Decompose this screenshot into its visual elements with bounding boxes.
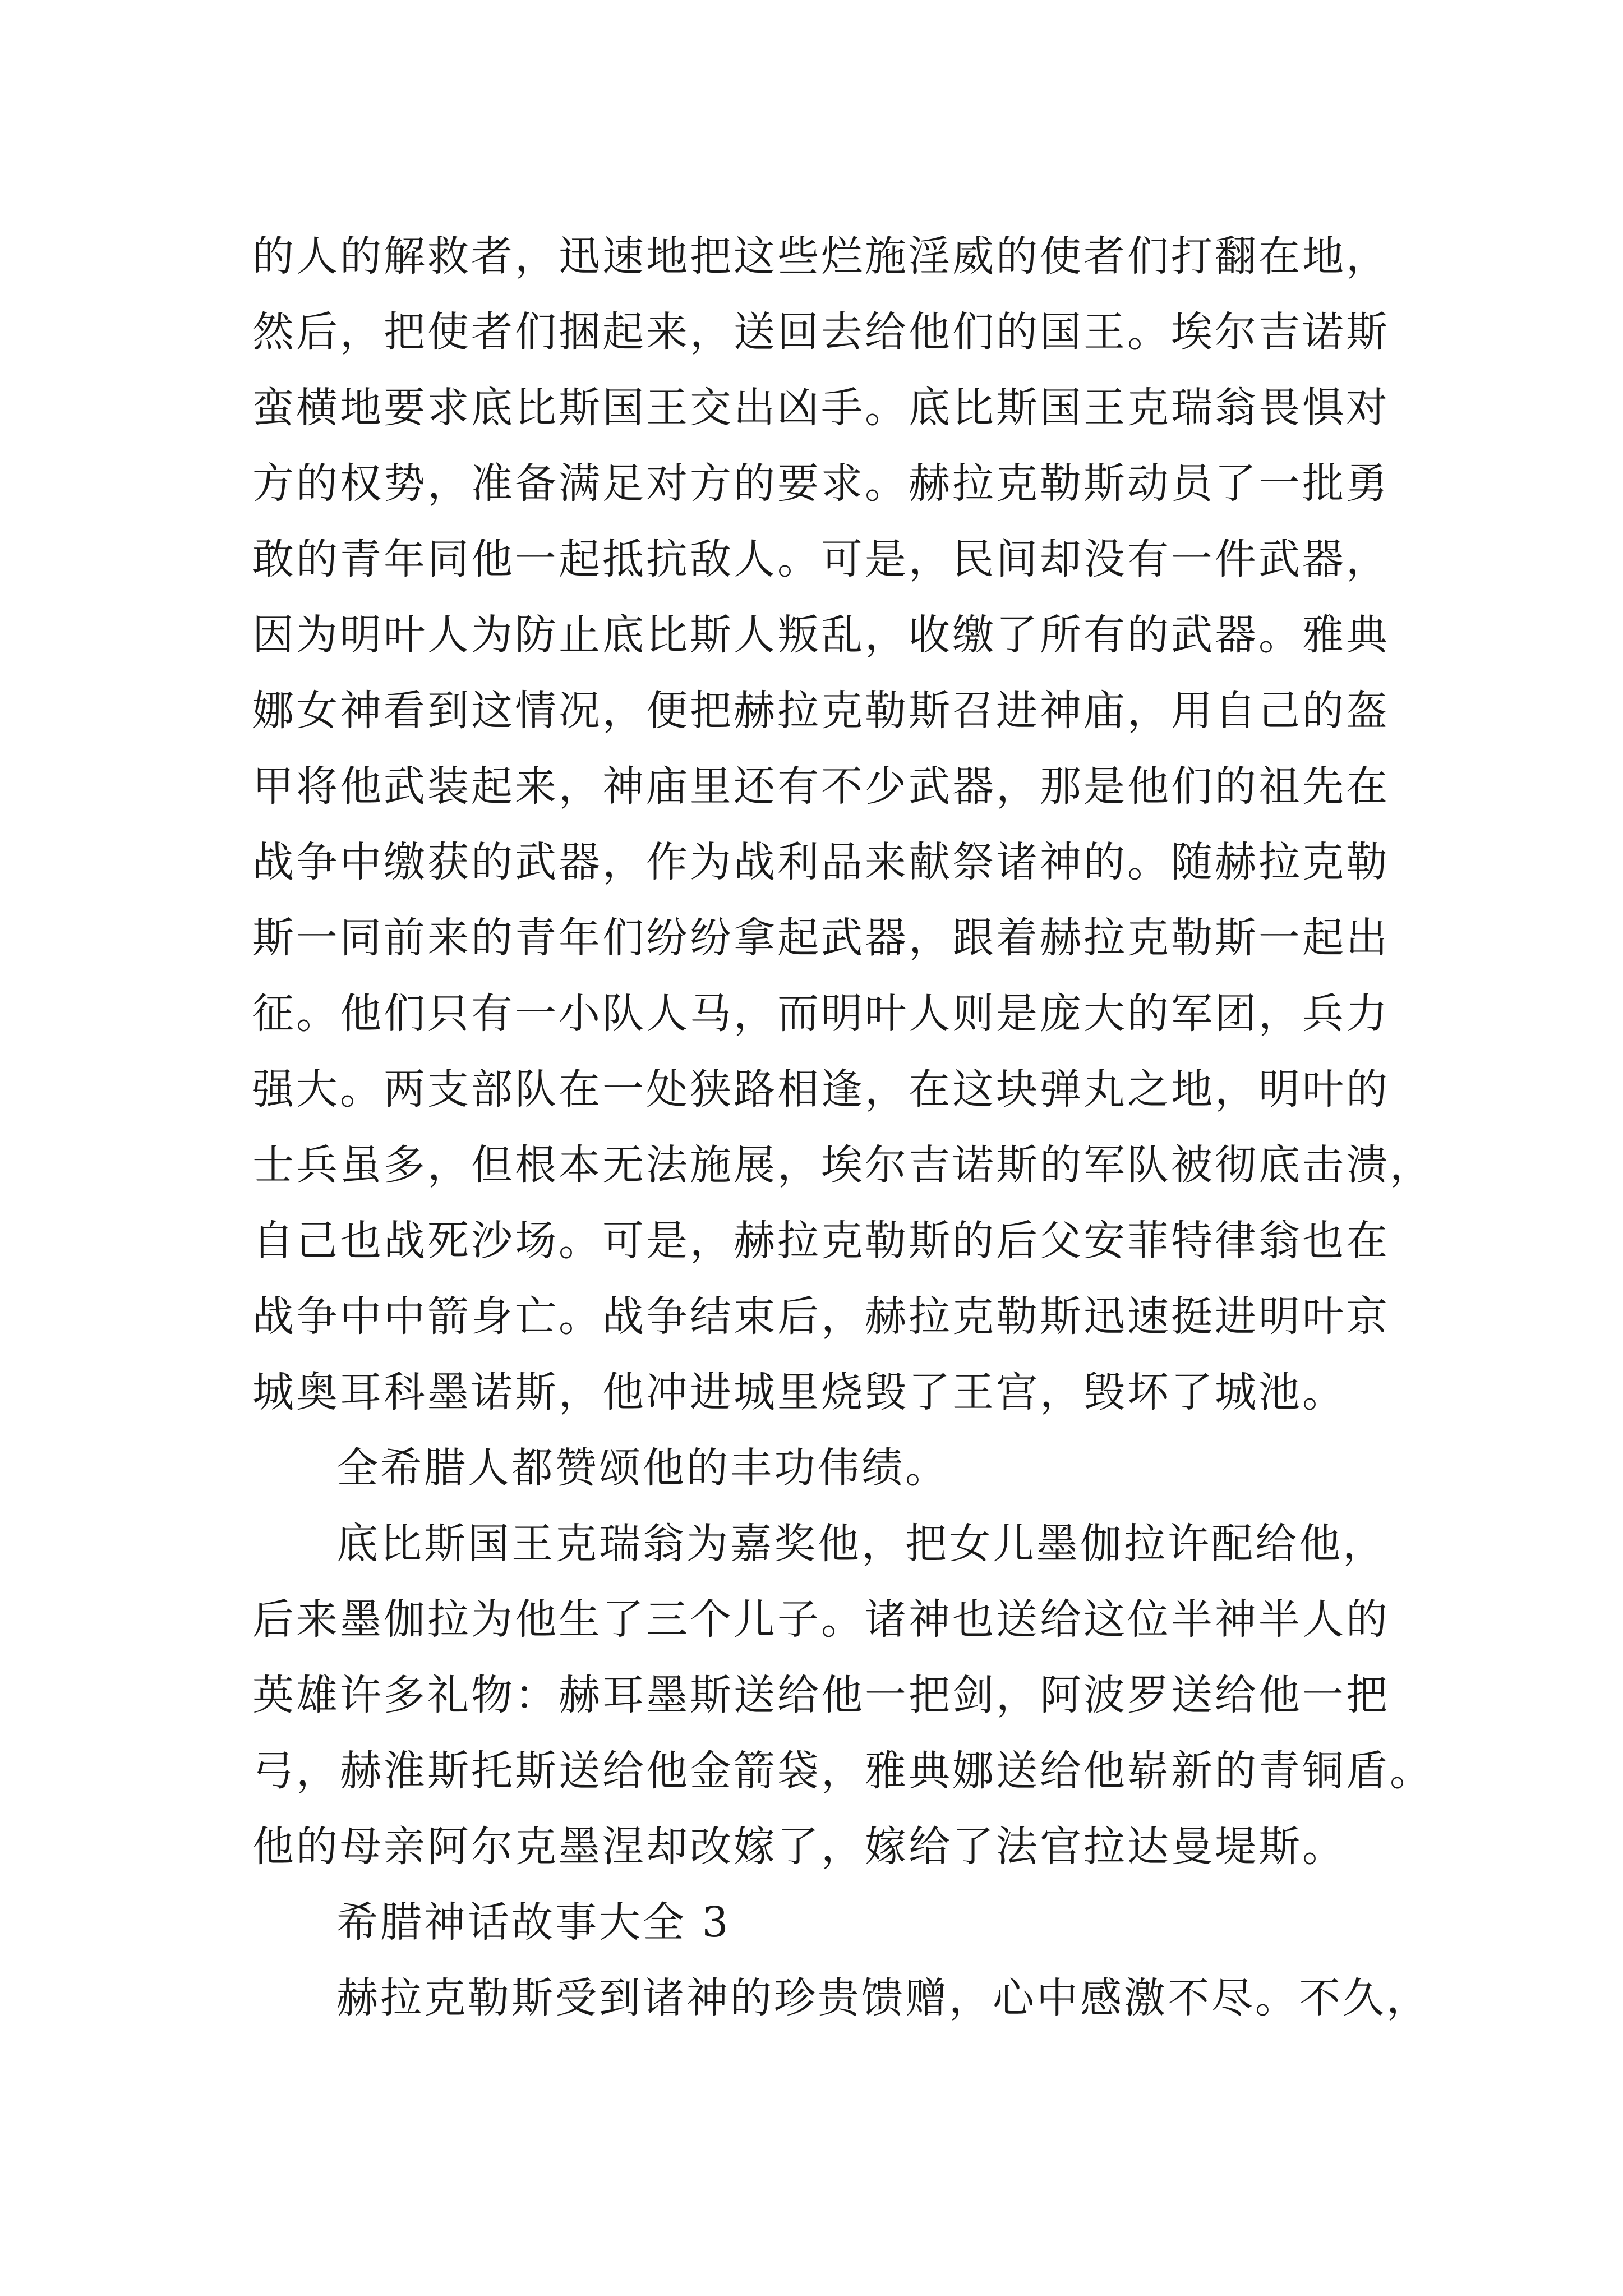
text-line: 方的权势，准备满足对方的要求。赫拉克勒斯动员了一批勇 (252, 459, 1390, 508)
text-line: 自己也战死沙场。可是，赫拉克勒斯的后父安菲特律翁也在 (252, 1217, 1390, 1265)
text-line: 强大。两支部队在一处狭路相逢，在这块弹丸之地，明叶的 (252, 1065, 1390, 1114)
text-line: 他的母亲阿尔克墨涅却改嫁了，嫁给了法官拉达曼堤斯。 (252, 1823, 1346, 1871)
text-line: 士兵虽多，但根本无法施展，埃尔吉诺斯的军队被彻底击溃， (252, 1141, 1433, 1189)
text-line: 然后，把使者们捆起来，送回去给他们的国王。埃尔吉诺斯 (252, 308, 1390, 356)
text-line: 征。他们只有一小队人马，而明叶人则是庞大的军团，兵力 (252, 990, 1390, 1038)
text-line: 战争中中箭身亡。战争结束后，赫拉克勒斯迅速挺进明叶京 (252, 1292, 1390, 1341)
section-heading: 希腊神话故事大全 3 (336, 1898, 731, 1947)
body-text (252, 219, 1433, 2036)
text-line: 斯一同前来的青年们纷纷拿起武器，跟着赫拉克勒斯一起出 (252, 914, 1390, 962)
paragraph-start-line: 全希腊人都赞颂他的丰功伟绩。 (336, 1444, 949, 1492)
text-line: 因为明叶人为防止底比斯人叛乱，收缴了所有的武器。雅典 (252, 611, 1390, 659)
text-line: 甲将他武装起来，神庙里还有不少武器，那是他们的祖先在 (252, 762, 1390, 811)
paragraph-start-line: 赫拉克勒斯受到诸神的珍贵馈赠，心中感激不尽。不久， (336, 1974, 1430, 2022)
text-line: 战争中缴获的武器，作为战利品来献祭诸神的。随赫拉克勒 (252, 838, 1390, 886)
paragraph-start-line: 底比斯国王克瑞翁为嘉奖他，把女儿墨伽拉许配给他， (336, 1520, 1386, 1568)
text-line: 娜女神看到这情况，便把赫拉克勒斯召进神庙，用自己的盔 (252, 687, 1390, 735)
text-line: 英雄许多礼物：赫耳墨斯送给他一把剑，阿波罗送给他一把 (252, 1671, 1390, 1719)
text-line: 蛮横地要求底比斯国王交出凶手。底比斯国王克瑞翁畏惧对 (252, 384, 1390, 432)
text-line: 的人的解救者，迅速地把这些烂施淫威的使者们打翻在地， (252, 232, 1390, 280)
text-line: 敢的青年同他一起抵抗敌人。可是，民间却没有一件武器， (252, 535, 1390, 583)
text-line: 城奥耳科墨诺斯，他冲进城里烧毁了王宫，毁坏了城池。 (252, 1368, 1346, 1416)
text-line: 弓，赫淮斯托斯送给他金箭袋，雅典娜送给他崭新的青铜盾。 (252, 1747, 1433, 1795)
text-line: 后来墨伽拉为他生了三个儿子。诸神也送给这位半神半人的 (252, 1595, 1390, 1644)
